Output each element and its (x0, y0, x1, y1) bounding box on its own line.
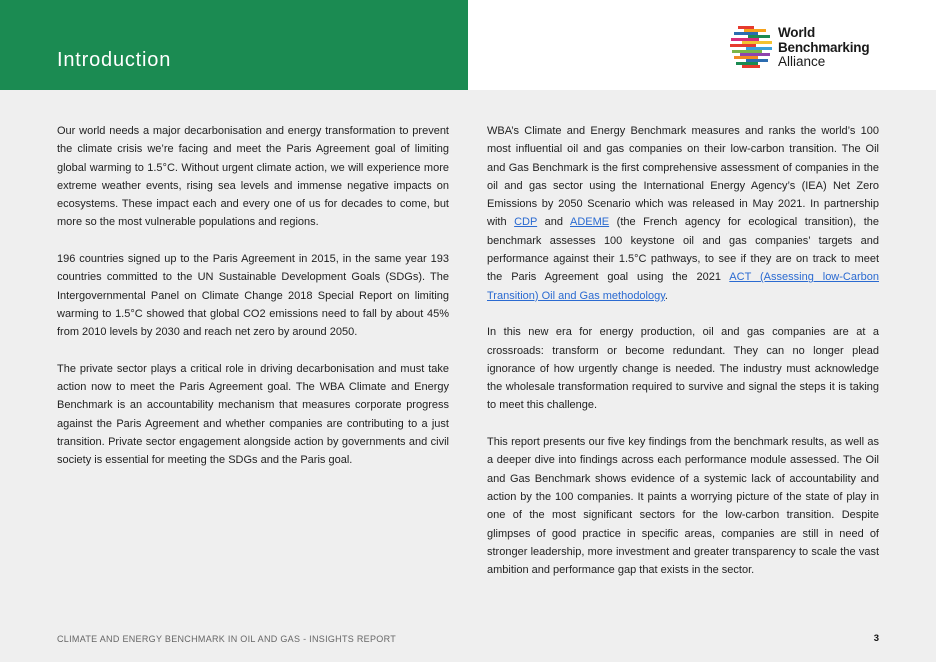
left-paragraph-1: Our world needs a major decarbonisation and energy transformation to prevent the climate crisis we’re facing and meet the Paris Agreement goal of limiting global warming to 1.5°C. Without urgent climate action, we will experience more extreme weather events, rising sea levels and immense negative impacts on ecosystems. These impact each and every one of us for decades to come, but more so the most vulnerable populations and regions. (57, 125, 449, 229)
wba-logo (728, 24, 888, 72)
right-p1-text-d: . (664, 289, 668, 302)
footer-report-title: CLIMATE AND ENERGY BENCHMARK IN OIL AND GAS - INSIGHTS REPORT (57, 634, 397, 644)
act-methodology-link[interactable]: ACT (Assessing low-Carbon Transition) Oil and Gas methodology (487, 271, 879, 302)
ademe-link[interactable]: ADEME (569, 216, 610, 229)
cdp-link[interactable]: CDP (514, 216, 538, 229)
right-paragraph-1 (487, 122, 879, 305)
logo-wordmark (778, 26, 869, 70)
logo-line-3: Alliance (778, 54, 826, 69)
page-number: 3 (873, 633, 879, 644)
page-title: Introduction (57, 49, 172, 71)
logo-line-1: World (778, 25, 815, 40)
wba-logo-icon (728, 24, 774, 72)
right-paragraph-3: This report presents our five key findings from the benchmark results, as well as a deeper dive into findings across each performance module assessed. The Oil and Gas Benchmark shows evidence of a systemic lack of accountability and action by the 100 companies. It paints a worrying picture of the state of play in one of the most significant sectors for the low-carbon transition. Despite glimpses of good practice in specific areas, companies are still in need of stronger leadership, more investment and greater transparency to scale the vast ambition and performance gap that exists in the sector. (487, 436, 879, 577)
right-column (487, 122, 879, 598)
left-paragraph-3: The private sector plays a critical role in driving decarbonisation and must take action now to meet the Paris Agreement goal. The WBA Climate and Energy Benchmark is an accountability mechanism that measures corporate progress against the Paris Agreement and whether companies are contributing to a just transition. Private sector engagement alongside action by governments and civil society is essential for meeting the SDGs and the Paris goal. (57, 362, 449, 467)
right-p1-text-c: (the French agency for ecological transition), the benchmark assesses 100 keystone oil and gas companies’ targets and performance against their 1.5°C pathways, to see if they are on track to meet the Paris Agreement goal using the 2021 (487, 216, 879, 284)
right-p1-text-b: and (537, 216, 570, 229)
logo-line-2: Benchmarking (778, 39, 870, 55)
left-paragraph-2: 196 countries signed up to the Paris Agreement in 2015, in the same year 193 countries committed to the UN Sustainable Development Goals (SDGs). The Intergovernmental Panel on Climate Change 2018 Special Report on limiting warming to 1.5°C showed that global CO2 emissions need to fall by about 45% from 2010 levels by 2030 and reach net zero by around 2050. (57, 253, 449, 339)
right-p1-text-a: WBA’s Climate and Energy Benchmark measures and ranks the world’s 100 most influential oil and gas companies on their low-carbon transition. The Oil and Gas Benchmark is the first comprehensive assessment of companies in the oil and gas sector using the International Energy Agency’s (IEA) Net Zero Emissions by 2050 Scenario which was released in May 2021. In partnership with (487, 125, 879, 229)
left-column (57, 122, 449, 488)
right-paragraph-2: In this new era for energy production, oil and gas companies are at a crossroads: transform or become redundant. They can no longer plead ignorance of how urgently change is needed. The industry must acknowledge the wholesale transformation required to survive and signal the steps it is taking to meet this challenge. (487, 326, 879, 412)
title-block (0, 0, 468, 90)
